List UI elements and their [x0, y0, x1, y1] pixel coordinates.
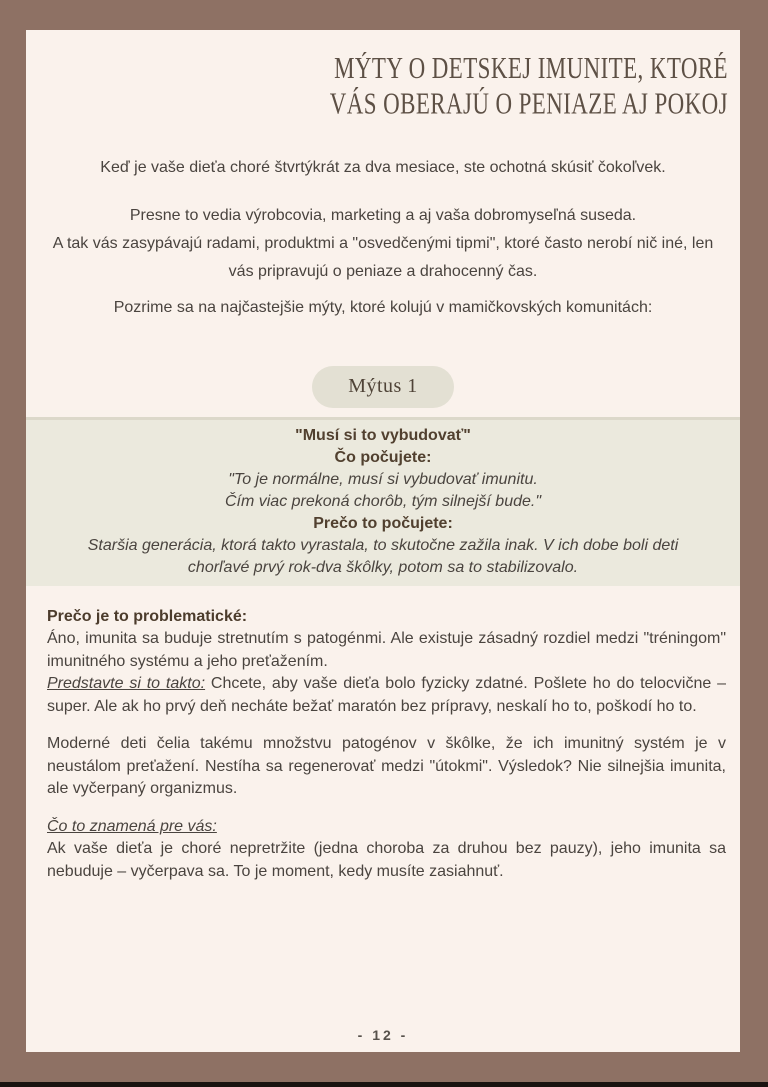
document-page — [26, 30, 740, 1052]
problem-paragraph: Áno, imunita sa buduje stretnutím s patogénmi. Ale existuje zásadný rozdiel medzi "tréningom" imunitného systému a jeho preťažením. — [47, 630, 726, 670]
myth-quote-title: "Musí si to vybudovať" — [295, 426, 471, 444]
myth-badge: Mýtus 1 — [312, 366, 454, 408]
page-title-line2: VÁS OBERAJÚ O PENIAZE AJ POKOJ — [329, 87, 728, 121]
body-section — [26, 606, 740, 884]
meaning-lead-line — [47, 816, 726, 839]
myth-badge-row — [26, 366, 740, 408]
bottom-strip — [0, 1082, 768, 1087]
imagine-rest: Chcete, aby vaše dieťa bolo fyzicky zdatné. Pošlete ho do telocvične – super. Ale ak ho prvý deň necháte bežať maratón bez prípravy, neskalí ho to, poškodí ho to. — [47, 675, 726, 715]
intro-paragraph-2-line1: Presne to vedia výrobcovia, marketing a aj vaša dobromyseľná suseda. — [129, 206, 637, 224]
problem-heading: Prečo je to problematické: — [47, 607, 248, 625]
page-title — [152, 52, 728, 123]
page-number: - 12 - — [357, 1027, 409, 1043]
meaning-paragraph: Ak vaše dieťa je choré nepretržite (jedna choroba za druhou bez pauzy), jeho imunita sa nebuduje – vyčerpava sa. To je moment, kedy musíte zasiahnuť. — [47, 840, 726, 880]
meaning-lead: Čo to znamená pre vás: — [47, 817, 217, 835]
myth-hear-label: Čo počujete: — [334, 448, 432, 466]
myth-box — [26, 417, 740, 586]
modern-kids-paragraph: Moderné deti čelia takému množstvu patogénov v škôlke, že ich imunitný systém je v neustálom preťažení. Nestíha sa regenerovať medzi "útokmi". Výsledok? Nie silnejšia imunita, ale vyčerpaný organizmus. — [47, 735, 726, 797]
page-title-line1: MÝTY O DETSKEJ IMUNITE, KTORÉ — [334, 52, 728, 86]
intro-paragraph-3: Pozrime sa na najčastejšie mýty, ktoré kolujú v mamičkovských komunitách: — [113, 298, 653, 316]
intro-paragraph-2-rest: A tak vás zasypávajú radami, produktmi a "osvedčenými tipmi", ktoré často nerobí nič iné, len vás pripravujú o peniaze a drahocenný čas. — [52, 234, 714, 280]
imagine-paragraph — [47, 673, 726, 718]
intro-paragraph-2 — [26, 202, 740, 286]
myth-why-text: Staršia generácia, ktorá takto vyrastala, to skutočne zažila inak. V ich dobe boli deti chorľavé prvý rok-dva škôlky, potom sa to stabilizovalo. — [87, 536, 679, 576]
myth-hear-quote-line2: Čím viac prekoná chorôb, tým silnejší bude." — [224, 492, 542, 510]
myth-why-label: Prečo to počujete: — [313, 514, 453, 532]
intro-paragraph-1: Keď je vaše dieťa choré štvrtýkrát za dva mesiace, ste ochotná skúsiť čokoľvek. — [100, 158, 666, 176]
myth-hear-quote-line1: "To je normálne, musí si vybudovať imunitu. — [228, 470, 538, 488]
imagine-lead: Predstavte si to takto: — [47, 675, 206, 692]
